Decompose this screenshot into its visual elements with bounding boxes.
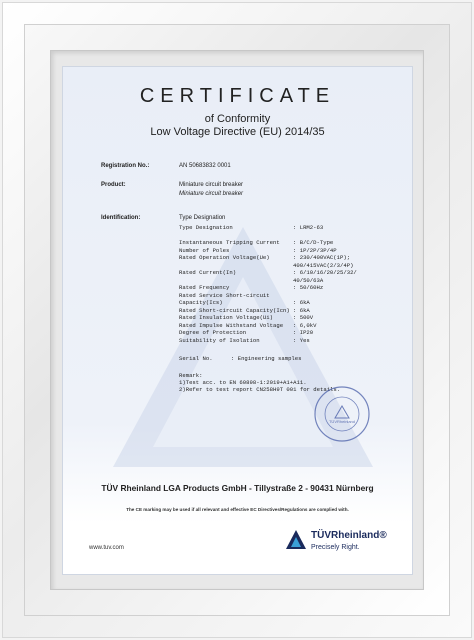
certificate-paper	[62, 66, 413, 575]
spec-value: : 6,0kV	[293, 321, 317, 329]
issuer-address: TÜV Rheinland LGA Products GmbH - Tillystraße 2 - 90431 Nürnberg	[101, 483, 374, 493]
product-label: Product:	[101, 182, 126, 188]
spec-value: : IP20	[293, 329, 314, 336]
logo-name: TÜVRheinland®	[311, 530, 387, 541]
spec-value: : Yes	[293, 336, 310, 344]
spec-name: Rated Operation Voltage(Ue)	[179, 254, 270, 261]
spec-name: Rated Current(In)	[179, 269, 237, 276]
spec-value: : LRM2-63	[293, 224, 324, 231]
spec-name: Instantaneous Tripping Current	[179, 239, 280, 246]
certificate-subtitle-conformity: of Conformity	[204, 113, 271, 125]
spec-name: Type Designation	[179, 224, 233, 231]
spec-name: Capacity(Ics)	[179, 299, 223, 306]
spec-value: : 230/400VAC(1P);	[293, 254, 351, 261]
certificate-title: CERTIFICATE	[139, 85, 336, 107]
remark-line-1: 1)Test acc. to EN 60898-1:2019+A1+A11.	[179, 379, 307, 386]
spec-value: : 50/60Hz	[293, 284, 324, 291]
product-name: Miniature circuit breaker	[179, 182, 244, 188]
remark-label: Remark:	[179, 372, 203, 379]
spec-name: Rated Insulation Voltage(Ui)	[179, 314, 273, 321]
spec-name: Rated Frequency	[179, 284, 230, 291]
logo-tagline: Precisely Right.	[311, 544, 360, 551]
identification-heading: Type Designation	[179, 215, 226, 221]
tuv-rheinland-logo	[285, 527, 395, 557]
spec-name: Rated Service Short-circuit	[179, 291, 270, 299]
svg-text:TÜVRheinland: TÜVRheinland	[328, 419, 356, 424]
serial-label: Serial No.	[179, 355, 213, 362]
registration-number: AN 50683832 0001	[179, 163, 231, 169]
ce-marking-note: The CE marking may be used if all relevant and effective EC Directives/Regulations are complied with.	[126, 507, 349, 512]
spec-name: Degree of Protection	[179, 329, 247, 336]
spec-value: 40/50/63A	[293, 276, 324, 284]
spec-name: Suitability of Isolation	[179, 336, 260, 344]
serial-value: : Engineering samples	[231, 355, 302, 362]
remark-line-2: 2)Refer to test report CN258H9T 001 for details.	[179, 386, 341, 393]
identification-label: Identification:	[101, 215, 141, 221]
spec-name: Rated Impulse Withstand Voltage	[179, 321, 284, 329]
tuv-triangle-logo-icon	[285, 529, 307, 551]
product-name-italic: Miniature circuit breaker	[179, 191, 244, 197]
spec-value: : 6kA	[293, 306, 310, 314]
spec-name: Rated Short-circuit Capacity(Icn)	[179, 306, 290, 314]
spec-value: 400/415VAC(2/3/4P)	[293, 261, 354, 269]
certification-stamp-icon	[313, 385, 371, 443]
spec-value: : 6/10/16/20/25/32/	[293, 269, 357, 276]
spec-value: : 1P/2P/3P/4P	[293, 246, 337, 254]
certificate-subtitle-directive: Low Voltage Directive (EU) 2014/35	[150, 126, 325, 138]
website-link[interactable]: www.tuv.com	[89, 545, 124, 551]
spec-value: : B/C/D-Type	[293, 239, 334, 246]
registration-label: Registration No.:	[101, 163, 150, 169]
spec-value: : 6kA	[293, 299, 310, 306]
spec-name: Number of Poles	[179, 246, 230, 254]
spec-value: : 500V	[293, 314, 314, 321]
